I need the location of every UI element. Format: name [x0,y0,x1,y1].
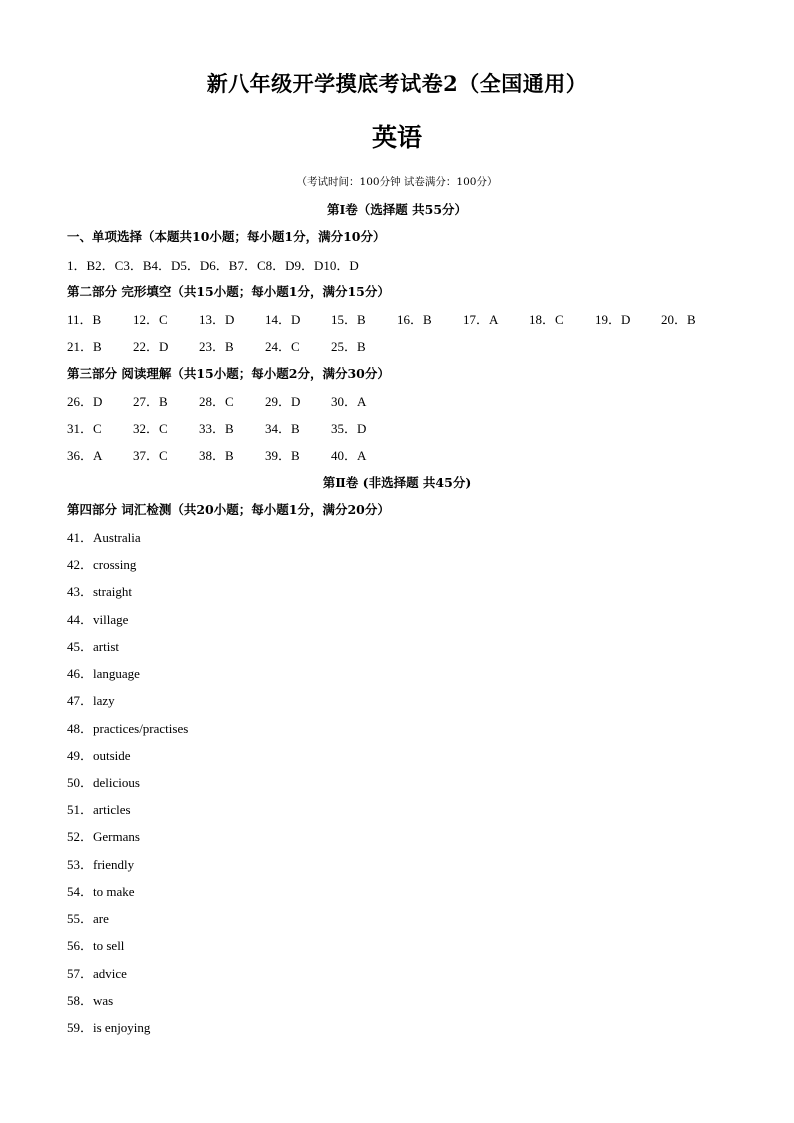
answer-item: 12．C [133,312,168,327]
vocab-item: 54．to make [67,884,135,899]
answer-item: 19．D [595,312,631,327]
answer-item: 29．D [265,394,301,409]
answer-item: 34．B [265,421,300,436]
answer-item: 27．B [133,394,168,409]
answer-item: 28．C [199,394,234,409]
exam-info: （考试时间：100分钟 试卷满分：100分） [296,176,498,188]
answer-item: 13．D [199,312,235,327]
answer-item: 15．B [331,312,366,327]
vocab-item: 45．artist [67,639,119,654]
vocab-item: 56．to sell [67,938,125,953]
answer-item: 40．A [331,448,367,463]
part1-heading: 一、单项选择（本题共10小题；每小题1分，满分10分） [67,229,386,244]
part4-heading: 第四部分 词汇检测（共20小题；每小题1分，满分20分） [67,502,390,517]
answer-item: 16．B [397,312,432,327]
answer-item: 25．B [331,339,366,354]
answer-item: 36．A [67,448,103,463]
answer-item: 33．B [199,421,234,436]
answer-item: 14．D [265,312,301,327]
vocab-item: 55．are [67,911,109,926]
exam-title: 新八年级开学摸底考试卷2（全国通用） [206,71,588,96]
vocab-item: 58．was [67,993,114,1008]
vocab-item: 48．practices/practises [67,721,189,736]
subject-title: 英语 [371,123,422,152]
answer-item: 24．C [265,339,300,354]
vocab-item: 52．Germans [67,829,140,844]
vocab-item: 46．language [67,666,140,681]
vocab-item: 44．village [67,612,129,627]
vocab-item: 42．crossing [67,557,137,572]
vocab-item: 50．delicious [67,775,140,790]
part3-row-1 [67,391,467,409]
vocab-item: 47．lazy [67,693,115,708]
part2-heading: 第二部分 完形填空（共15小题；每小题1分，满分15分） [67,284,390,299]
answer-item: 37．C [133,448,168,463]
vocab-item: 59．is enjoying [67,1020,151,1035]
paper1-heading: 第Ⅰ卷（选择题 共55分） [326,202,468,217]
vocab-item: 51．articles [67,802,131,817]
answer-item: 17．A [463,312,499,327]
answer-item: 38．B [199,448,234,463]
vocab-item: 57．advice [67,966,127,981]
vocab-item: 49．outside [67,748,131,763]
vocab-item: 41．Australia [67,530,141,545]
part2-row-2 [67,336,467,354]
answer-item: 39．B [265,448,300,463]
answer-item: 20．B [661,312,696,327]
answer-item: 21．B [67,339,102,354]
part3-row-2 [67,418,467,436]
answer-item: 18．C [529,312,564,327]
answer-item: 23．B [199,339,234,354]
part3-heading: 第三部分 阅读理解（共15小题；每小题2分，满分30分） [67,366,390,381]
answer-item: 26．D [67,394,103,409]
answer-item: 30．A [331,394,367,409]
answer-item: 35．D [331,421,367,436]
part2-row-1 [67,309,747,327]
part3-row-3 [67,445,467,463]
paper2-heading: 第Ⅱ卷 (非选择题 共45分) [322,475,472,490]
answer-item: 11．B [67,312,102,327]
vocab-item: 53．friendly [67,857,135,872]
answer-item: 22．D [133,339,169,354]
part1-answers: 1．B2．C3．B4．D5．D6．B7．C8．D9．D10．D [67,258,359,273]
answer-item: 32．C [133,421,168,436]
vocab-item: 43．straight [67,584,132,599]
answer-item: 31．C [67,421,102,436]
